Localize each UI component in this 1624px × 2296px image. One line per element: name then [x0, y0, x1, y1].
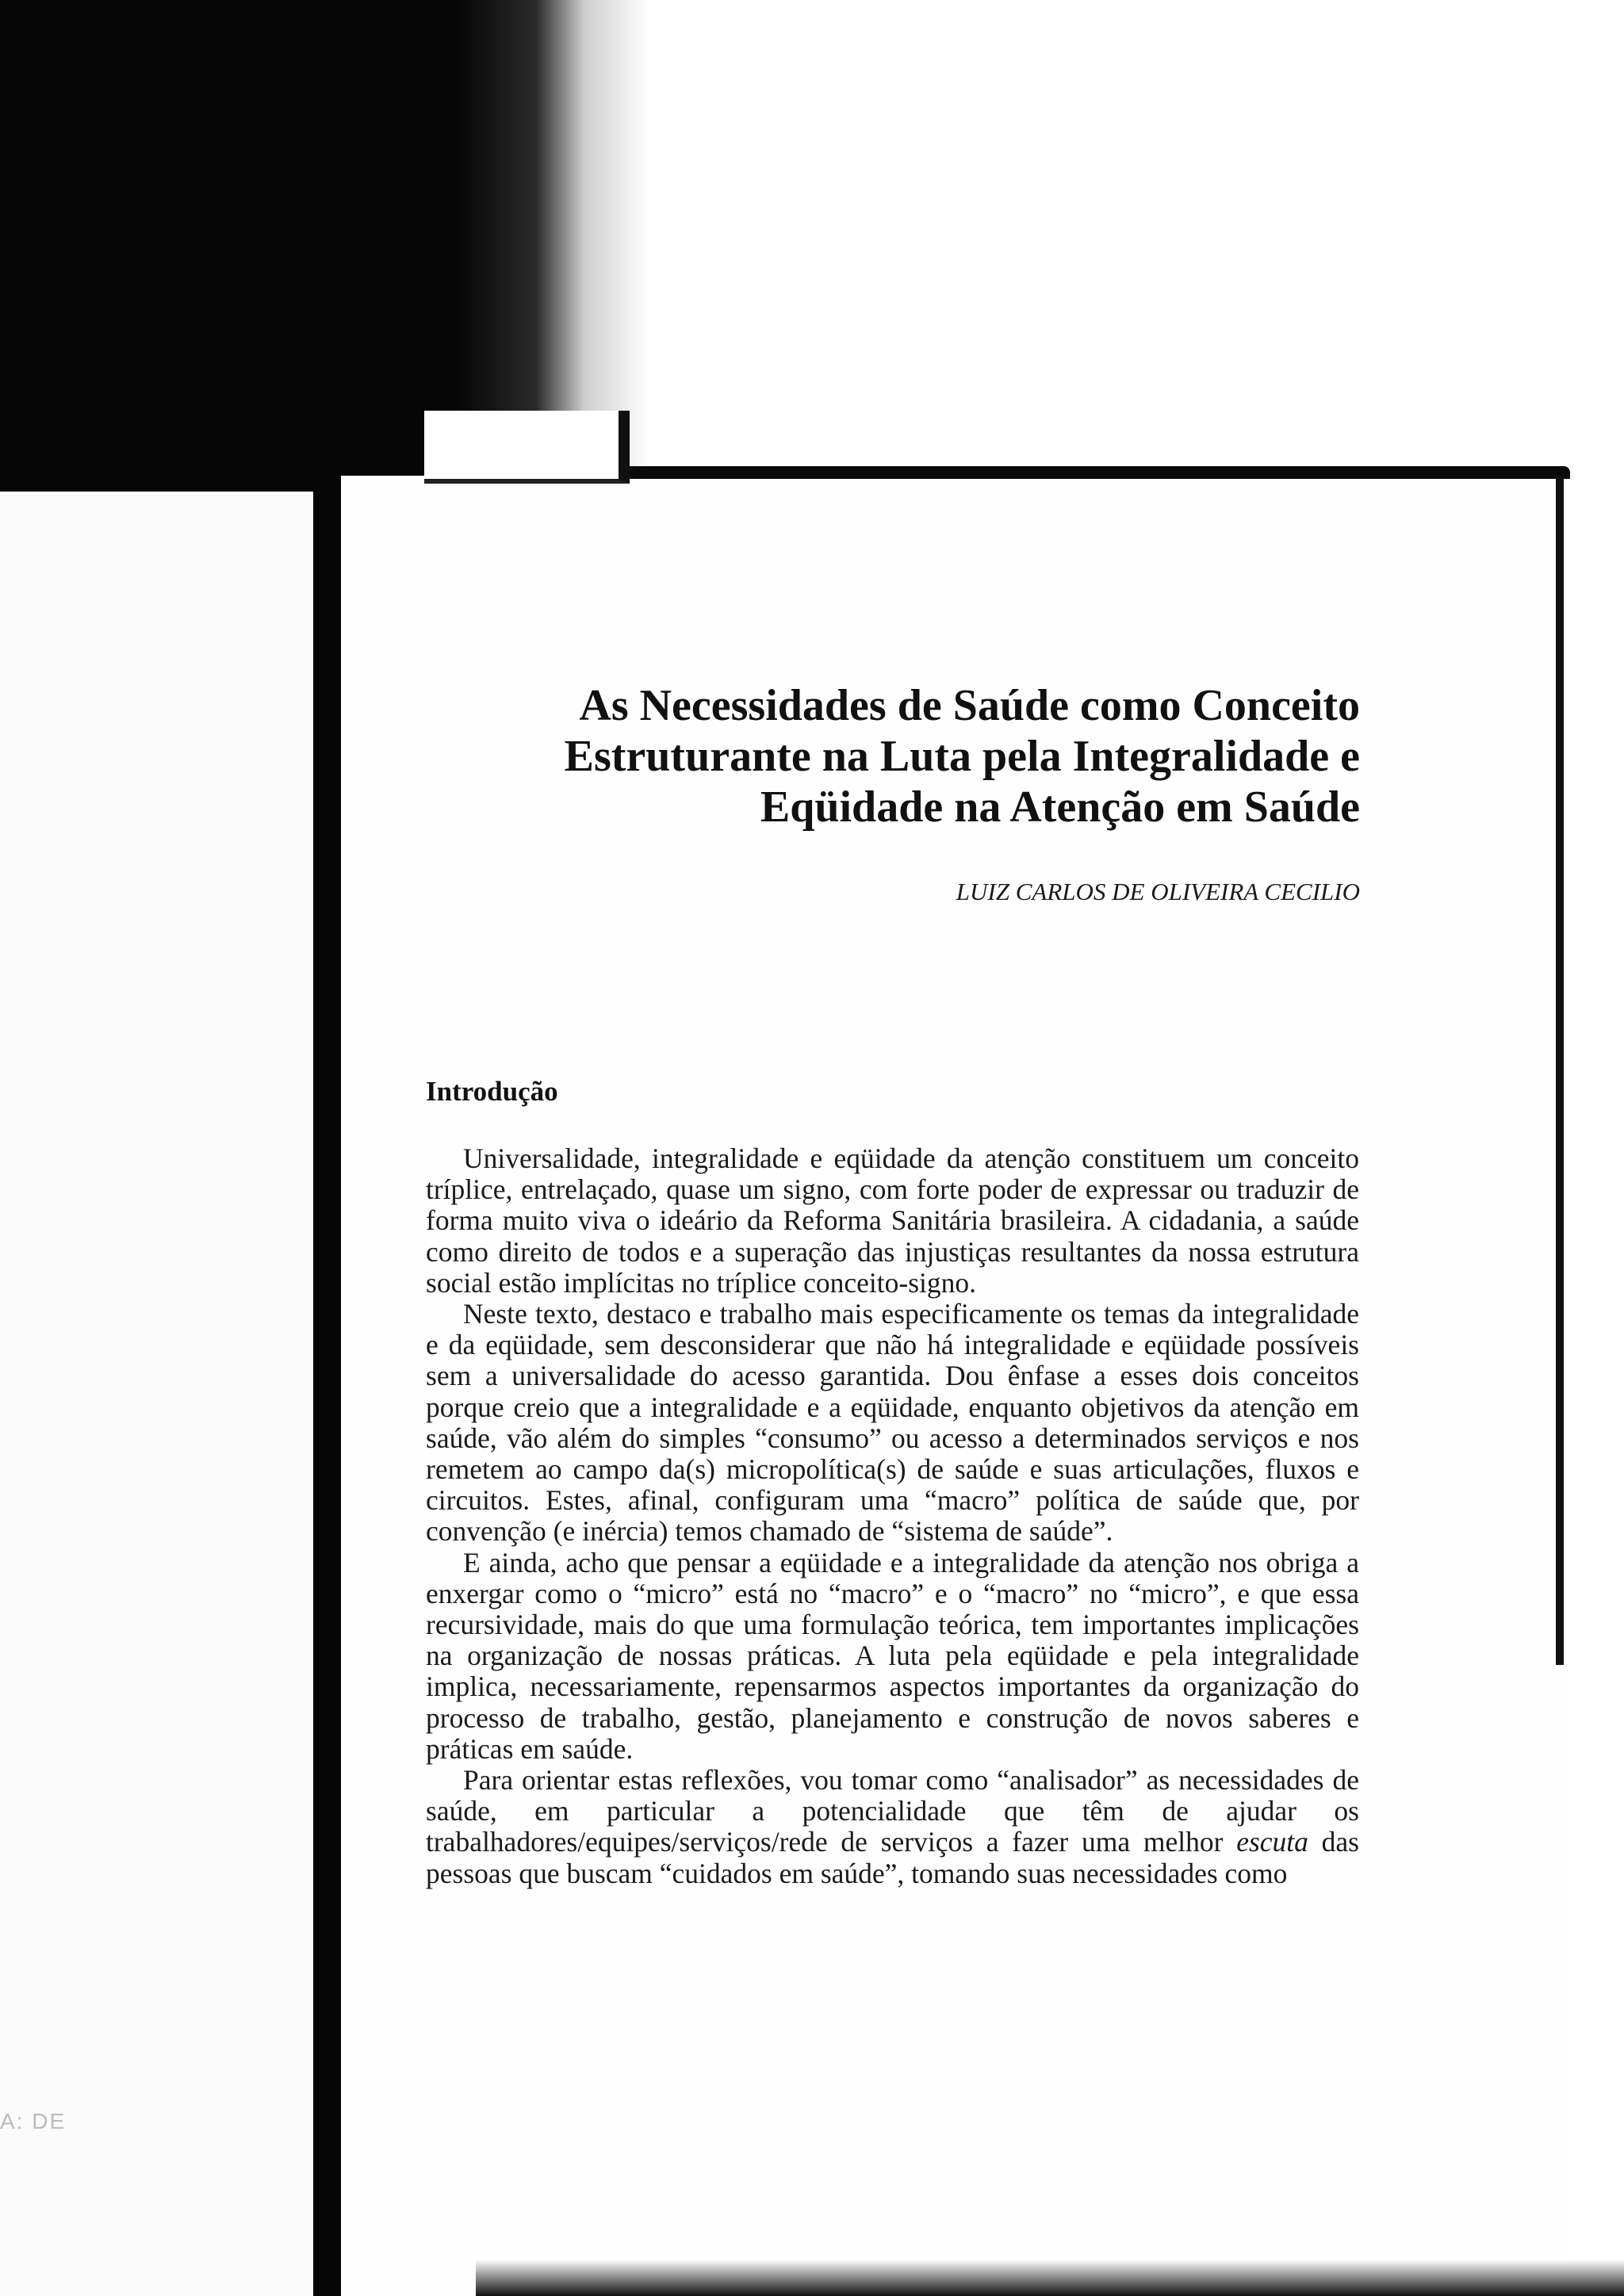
left-page-text-fragment: A: DE — [0, 2109, 67, 2133]
paragraph-3: E ainda, acho que pensar a eqüidade e a integralidade da atenção nos obriga a enxergar como o “micro” está no “macro” e o “macro” no “micro”, e que essa recursividade, mais do que uma formulação teórica, tem importantes implicações na organização de nossas práticas. A luta pela eqüidade e pela integralidade implica, necessariamente, repensarmos aspectos importantes da organização do processo de trabalho, gestão, planejamento e construção de novos saberes e práticas em saúde. — [426, 1546, 1359, 1765]
page-right-edge — [1556, 476, 1564, 1665]
left-page-edge — [0, 492, 313, 2296]
article-title: As Necessidades de Saúde como Conceito Estruturante na Luta pela Integralidade e Eqüidade na Atenção em Saúde — [564, 681, 1360, 832]
page-corner-tab — [424, 411, 630, 484]
paragraph-4: Para orientar estas reflexões, vou tomar como “analisador” as necessidades de saúde, em particular a potencialidade que têm de ajudar os trabalhadores/equipes/serviços/rede de serviços a fazer uma melhor escuta das pessoas que buscam “cuidados em saúde”, tomando suas necessidades como — [426, 1764, 1359, 1889]
article-body — [426, 1143, 1359, 1889]
page-top-edge — [619, 466, 1570, 479]
emphasis-escuta: escuta — [1236, 1826, 1308, 1858]
binding-shadow-bottom — [476, 2260, 1624, 2296]
article-author: LUIZ CARLOS DE OLIVEIRA CECILIO — [956, 878, 1360, 905]
paragraph-2: Neste texto, destaco e trabalho mais especificamente os temas da integralidade e da eqüidade, sem desconsiderar que não há integralidade e eqüidade possíveis sem a universalidade do acesso garantida. Dou ênfase a esses dois conceitos porque creio que a integralidade e a eqüidade, enquanto objetivos da atenção em saúde, vão além do simples “consumo” ou acesso a determinados serviços e nos remetem ao campo da(s) micropolítica(s) de saúde e suas articulações, fluxos e circuitos. Estes, afinal, configuram uma “macro” política de saúde que, por convenção (e inércia) temos chamado de “sistema de saúde”. — [426, 1298, 1359, 1548]
paragraph-1: Universalidade, integralidade e eqüidade da atenção constituem um conceito tríplice, entrelaçado, quase um signo, com forte poder de expressar ou traduzir de forma muito viva o ideário da Reforma Sanitária brasileira. A cidadania, a saúde como direito de todos e a superação das injustiças resultantes da nossa estrutura social estão implícitas no tríplice conceito-signo. — [426, 1142, 1359, 1299]
section-heading: Introdução — [426, 1076, 558, 1107]
